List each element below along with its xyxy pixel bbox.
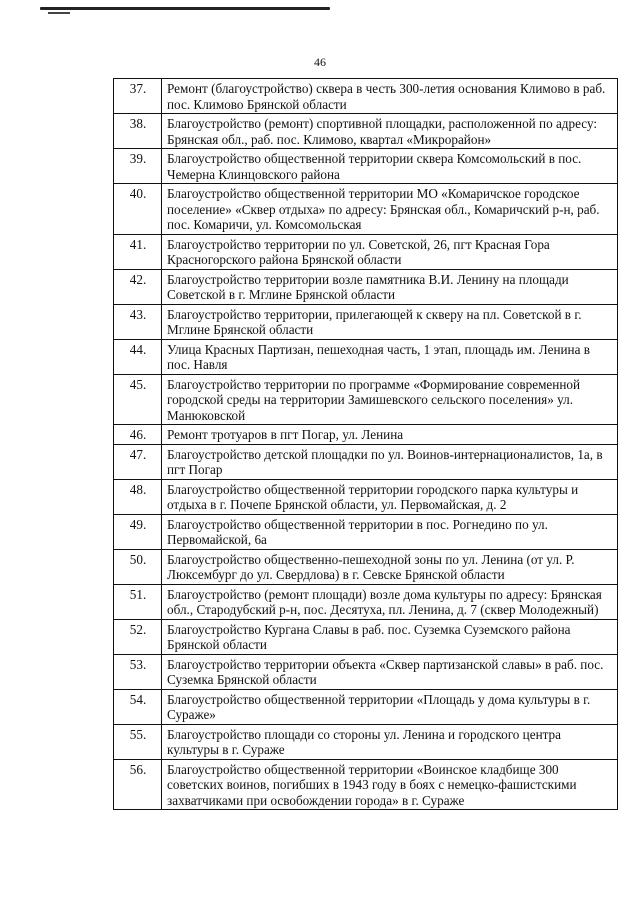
row-description: Ремонт тротуаров в пгт Погар, ул. Ленина	[162, 425, 618, 445]
table-row	[114, 339, 618, 374]
table-row	[114, 149, 618, 184]
row-description: Благоустройство территории по программе «Формирование современной городской среды на территории Замишевского сельского поселения» ул. Манюковской	[162, 374, 618, 425]
page-number: 46	[314, 55, 326, 69]
table-row	[114, 184, 618, 235]
row-number: 47.	[114, 444, 162, 479]
row-description: Благоустройство территории возле памятника В.И. Ленину на площади Советской в г. Мглине Брянской области	[162, 269, 618, 304]
row-description: Благоустройство территории объекта «Сквер партизанской славы» в раб. пос. Суземка Брянской области	[162, 654, 618, 689]
row-description: Улица Красных Партизан, пешеходная часть, 1 этап, площадь им. Ленина в пос. Навля	[162, 339, 618, 374]
row-description: Благоустройство общественной территории МО «Комаричское городское поселение» «Сквер отдыха» по адресу: Брянская обл., Комаричский р-н, раб. пос. Комаричи, ул. Комсомольская	[162, 184, 618, 235]
row-number: 53.	[114, 654, 162, 689]
table-row	[114, 549, 618, 584]
row-number: 52.	[114, 619, 162, 654]
row-description: Благоустройство детской площадки по ул. Воинов-интернационалистов, 1а, в пгт Погар	[162, 444, 618, 479]
row-number: 44.	[114, 339, 162, 374]
row-number: 49.	[114, 514, 162, 549]
row-description: Ремонт (благоустройство) сквера в честь 300-летия основания Климово в раб. пос. Климово Брянской области	[162, 79, 618, 114]
table-row	[114, 619, 618, 654]
items-table-body	[114, 79, 618, 810]
row-description: Благоустройство общественно-пешеходной зоны по ул. Ленина (от ул. Р. Люксембург до ул. Свердлова) в г. Севске Брянской области	[162, 549, 618, 584]
row-number: 50.	[114, 549, 162, 584]
table-row	[114, 514, 618, 549]
row-number: 55.	[114, 724, 162, 759]
scan-artifact-mark	[48, 12, 70, 14]
row-number: 42.	[114, 269, 162, 304]
row-description: Благоустройство Кургана Славы в раб. пос. Суземка Суземского района Брянской области	[162, 619, 618, 654]
row-description: Благоустройство общественной территории «Площадь у дома культуры в г. Сураже»	[162, 689, 618, 724]
row-description: Благоустройство (ремонт) спортивной площадки, расположенной по адресу: Брянская обл., раб. пос. Климово, квартал «Микрорайон»	[162, 114, 618, 149]
table-row	[114, 234, 618, 269]
table-row	[114, 584, 618, 619]
row-number: 39.	[114, 149, 162, 184]
row-number: 37.	[114, 79, 162, 114]
row-description: Благоустройство общественной территории в пос. Рогнедино по ул. Первомайской, 6а	[162, 514, 618, 549]
table-row	[114, 374, 618, 425]
row-number: 48.	[114, 479, 162, 514]
row-number: 54.	[114, 689, 162, 724]
table-row	[114, 759, 618, 810]
table-row	[114, 689, 618, 724]
row-description: Благоустройство (ремонт площади) возле дома культуры по адресу: Брянская обл., Стародубский р-н, пос. Десятуха, пл. Ленина, д. 7 (сквер Молодежный)	[162, 584, 618, 619]
items-table	[113, 78, 618, 810]
row-description: Благоустройство общественной территории «Воинское кладбище 300 советских воинов, погибших в 1943 году в боях с немецко-фашистскими захватчиками при освобождении города» в г. Сураже	[162, 759, 618, 810]
table-row	[114, 79, 618, 114]
table-row	[114, 269, 618, 304]
table-row	[114, 114, 618, 149]
table-row	[114, 304, 618, 339]
table-row	[114, 479, 618, 514]
row-number: 40.	[114, 184, 162, 235]
row-number: 38.	[114, 114, 162, 149]
table-row	[114, 724, 618, 759]
table-row	[114, 444, 618, 479]
row-description: Благоустройство общественной территории сквера Комсомольский в пос. Чемерна Клинцовского района	[162, 149, 618, 184]
row-description: Благоустройство территории по ул. Советской, 26, пгт Красная Гора Красногорского района Брянской области	[162, 234, 618, 269]
row-description: Благоустройство территории, прилегающей к скверу на пл. Советской в г. Мглине Брянской области	[162, 304, 618, 339]
scan-artifact-line	[40, 7, 330, 10]
row-number: 41.	[114, 234, 162, 269]
row-number: 46.	[114, 425, 162, 445]
row-number: 45.	[114, 374, 162, 425]
row-description: Благоустройство общественной территории городского парка культуры и отдыха в г. Почепе Брянской области, ул. Первомайская, д. 2	[162, 479, 618, 514]
row-number: 56.	[114, 759, 162, 810]
table-row	[114, 425, 618, 445]
row-description: Благоустройство площади со стороны ул. Ленина и городского центра культуры в г. Сураже	[162, 724, 618, 759]
row-number: 51.	[114, 584, 162, 619]
row-number: 43.	[114, 304, 162, 339]
table-row	[114, 654, 618, 689]
